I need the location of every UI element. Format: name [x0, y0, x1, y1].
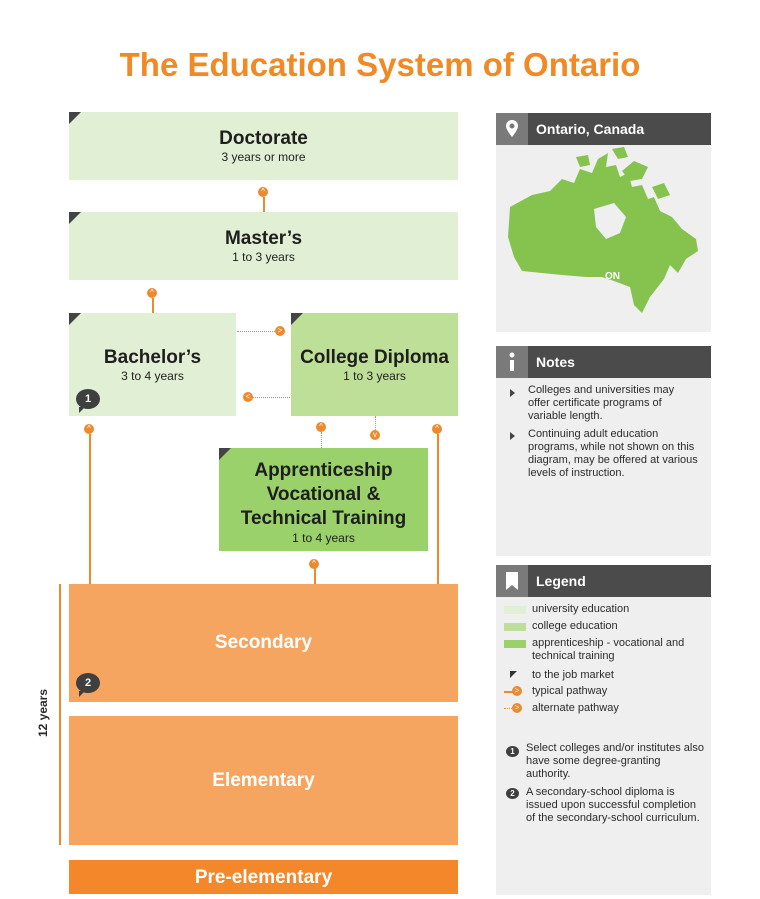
location-pin-icon: [496, 113, 528, 145]
doctorate-years: 3 years or more: [221, 150, 306, 164]
apprenticeship-line-2: Vocational &: [266, 484, 381, 505]
pathway-arrow-icon: ^: [147, 288, 157, 298]
job-market-marker-icon: [219, 448, 231, 460]
doctorate-box: [69, 112, 458, 180]
secondary-box: [69, 584, 458, 702]
typical-pathway-icon: >: [512, 686, 522, 696]
alternate-pathway-line: [252, 397, 290, 398]
alternate-arrow-up-icon: ^: [316, 422, 326, 432]
legend-alternate-pathway: alternate pathway: [532, 702, 619, 714]
map-label-on: ON: [605, 271, 620, 282]
bachelors-years: 3 to 4 years: [121, 369, 184, 383]
apprenticeship-swatch: [504, 640, 526, 648]
masters-years: 1 to 3 years: [232, 250, 295, 264]
note-item: Colleges and universities may offer certificate programs of variable length.: [528, 384, 675, 422]
legend-university: university education: [532, 603, 630, 615]
preelementary-box: [69, 860, 458, 894]
legend-panel-header: [496, 565, 711, 597]
twelve-years-label: 12 years: [36, 688, 50, 738]
canada-map: [502, 147, 707, 327]
note-item: Continuing adult education programs, while not shown on this diagram, may be offered at various levels of instruction.: [528, 428, 698, 479]
legend-panel: [496, 565, 711, 895]
pathway-line: [437, 434, 439, 584]
apprenticeship-line-1: Apprenticeship: [254, 460, 393, 481]
info-icon: [496, 346, 528, 378]
pathway-arrow-icon: ^: [309, 559, 319, 569]
job-market-marker-icon: [291, 313, 303, 325]
apprenticeship-line-3: Technical Training: [240, 508, 407, 529]
job-market-marker-icon: [69, 313, 81, 325]
job-market-icon: [510, 671, 517, 678]
alternate-pathway-line: [375, 416, 376, 430]
footnote-2: A secondary-school diploma is issued upon successful completion of the secondary-school curriculum.: [526, 786, 700, 824]
university-swatch: [504, 606, 526, 614]
footnote-marker-2: 2: [506, 788, 519, 799]
notes-panel-header: [496, 346, 711, 378]
footnote-1: Select colleges and/or institutes also have some degree-granting authority.: [526, 742, 704, 780]
secondary-label: Secondary: [214, 632, 313, 653]
bachelors-label: Bachelor’s: [103, 347, 202, 368]
college-diploma-label: College Diploma: [300, 347, 449, 368]
pathway-line: [263, 197, 265, 212]
alternate-arrow-left-icon: <: [243, 392, 253, 402]
twelve-years-bracket: [59, 584, 61, 845]
legend-panel-title: Legend: [536, 573, 586, 589]
pathway-arrow-icon: ^: [432, 424, 442, 434]
bookmark-icon: [496, 565, 528, 597]
job-market-marker-icon: [69, 212, 81, 224]
alternate-pathway-icon: >: [512, 703, 522, 713]
legend-apprenticeship: apprenticeship - vocational and technical training: [532, 637, 685, 662]
map-panel-title: Ontario, Canada: [536, 121, 645, 137]
pathway-arrow-icon: ^: [258, 187, 268, 197]
pathway-line: [152, 298, 154, 313]
alternate-arrow-right-icon: >: [275, 326, 285, 336]
legend-job-market: to the job market: [532, 669, 614, 681]
alternate-arrow-down-icon: v: [370, 430, 380, 440]
alternate-pathway-line: [237, 331, 275, 332]
elementary-label: Elementary: [212, 770, 315, 791]
job-market-marker-icon: [69, 112, 81, 124]
pathway-line: [89, 434, 91, 584]
masters-label: Master’s: [224, 228, 303, 249]
college-diploma-years: 1 to 3 years: [343, 369, 406, 383]
college-diploma-box: [291, 313, 458, 416]
pathway-line: [314, 568, 316, 584]
apprenticeship-box: [219, 448, 428, 551]
elementary-box: [69, 716, 458, 845]
pathway-arrow-icon: ^: [84, 424, 94, 434]
page-title: The Education System of Ontario: [119, 46, 641, 83]
bullet-icon: [510, 389, 515, 397]
legend-college: college education: [532, 620, 618, 632]
map-panel-header: [496, 113, 711, 145]
preelementary-label: Pre-elementary: [194, 867, 333, 888]
masters-box: [69, 212, 458, 280]
bullet-icon: [510, 432, 515, 440]
footnote-marker-1: 1: [506, 746, 519, 757]
map-panel: [496, 113, 711, 332]
footnote-bubble-1: 1: [76, 389, 100, 409]
notes-panel: [496, 346, 711, 556]
notes-panel-title: Notes: [536, 354, 575, 370]
legend-typical-pathway: typical pathway: [532, 685, 608, 697]
doctorate-label: Doctorate: [219, 128, 308, 149]
apprenticeship-years: 1 to 4 years: [292, 531, 355, 545]
college-swatch: [504, 623, 526, 631]
alternate-pathway-line: [321, 432, 322, 448]
footnote-bubble-2: 2: [76, 673, 100, 693]
